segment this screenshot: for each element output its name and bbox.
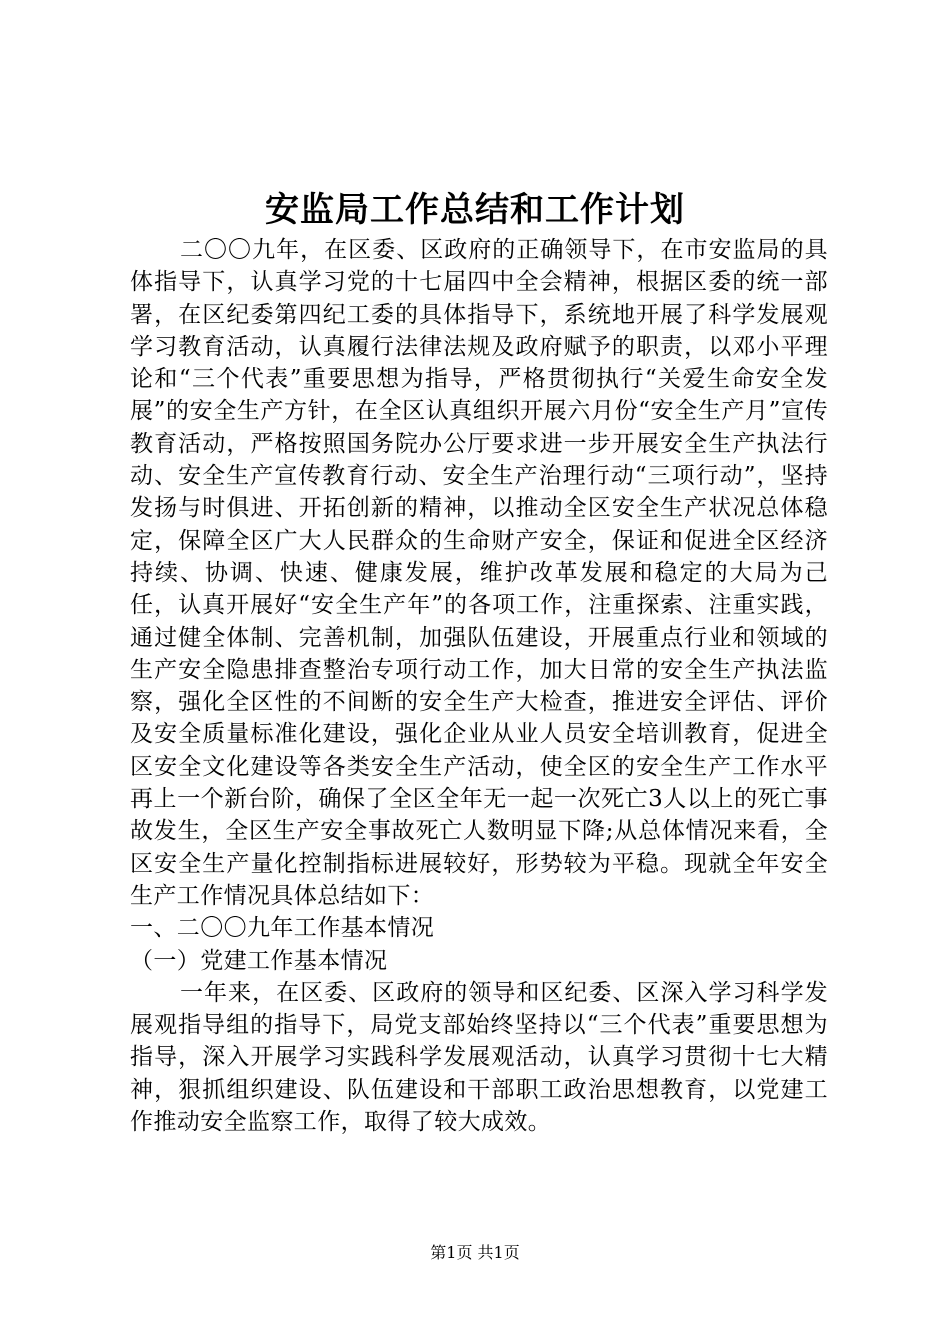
document-body xyxy=(130,234,828,1138)
party-building-paragraph: 一年来，在区委、区政府的领导和区纪委、区深入学习科学发展观指导组的指导下，局党支部始终坚持以“三个代表”重要思想为指导，深入开展学习实践科学发展观活动，认真学习贯彻十七大精神，狠抓组织建设、队伍建设和干部职工政治思想教育，以党建工作推动安全监察工作，取得了较大成效。 xyxy=(130,979,828,1136)
subsection-heading: （一）党建工作基本情况 xyxy=(130,947,388,974)
page-footer: 第1页 共1页 xyxy=(430,1243,520,1262)
section-heading: 一、二〇〇九年工作基本情况 xyxy=(130,915,435,942)
document-title: 安监局工作总结和工作计划 xyxy=(265,190,685,230)
intro-paragraph: 二〇〇九年，在区委、区政府的正确领导下，在市安监局的具体指导下，认真学习党的十七届四中全会精神，根据区委的统一部署，在区纪委第四纪工委的具体指导下，系统地开展了科学发展观学习教育活动，认真履行法律法规及政府赋予的职责，以邓小平理论和“三个代表”重要思想为指导，严格贯彻执行“关爱生命安全发展”的安全生产方针，在全区认真组织开展六月份“安全生产月”宣传教育活动，严格按照国务院办公厅要求进一步开展安全生产执法行动、安全生产宣传教育行动、安全生产治理行动“三项行动”，坚持发扬与时俱进、开拓创新的精神，以推动全区安全生产状况总体稳定，保障全区广大人民群众的生命财产安全，保证和促进全区经济持续、协调、快速、健康发展，维护改革发展和稳定的大局为己任，认真开展好“安全生产年”的各项工作，注重探索、注重实践，通过健全体制、完善机制，加强队伍建设，开展重点行业和领域的生产安全隐患排查整治专项行动工作，加大日常的安全生产执法监察，强化全区性的不间断的安全生产大检查，推进安全评估、评价及安全质量标准化建设，强化企业从业人员安全培训教育，促进全区安全文化建设等各类安全生产活动，使全区的安全生产工作水平再上一个新台阶，确保了全区全年无一起一次死亡3人以上的死亡事故发生，全区生产安全事故死亡人数明显下降;从总体情况来看，全区安全生产量化控制指标进展较好，形势较为平稳。现就全年安全生产工作情况具体总结如下： xyxy=(130,237,828,909)
